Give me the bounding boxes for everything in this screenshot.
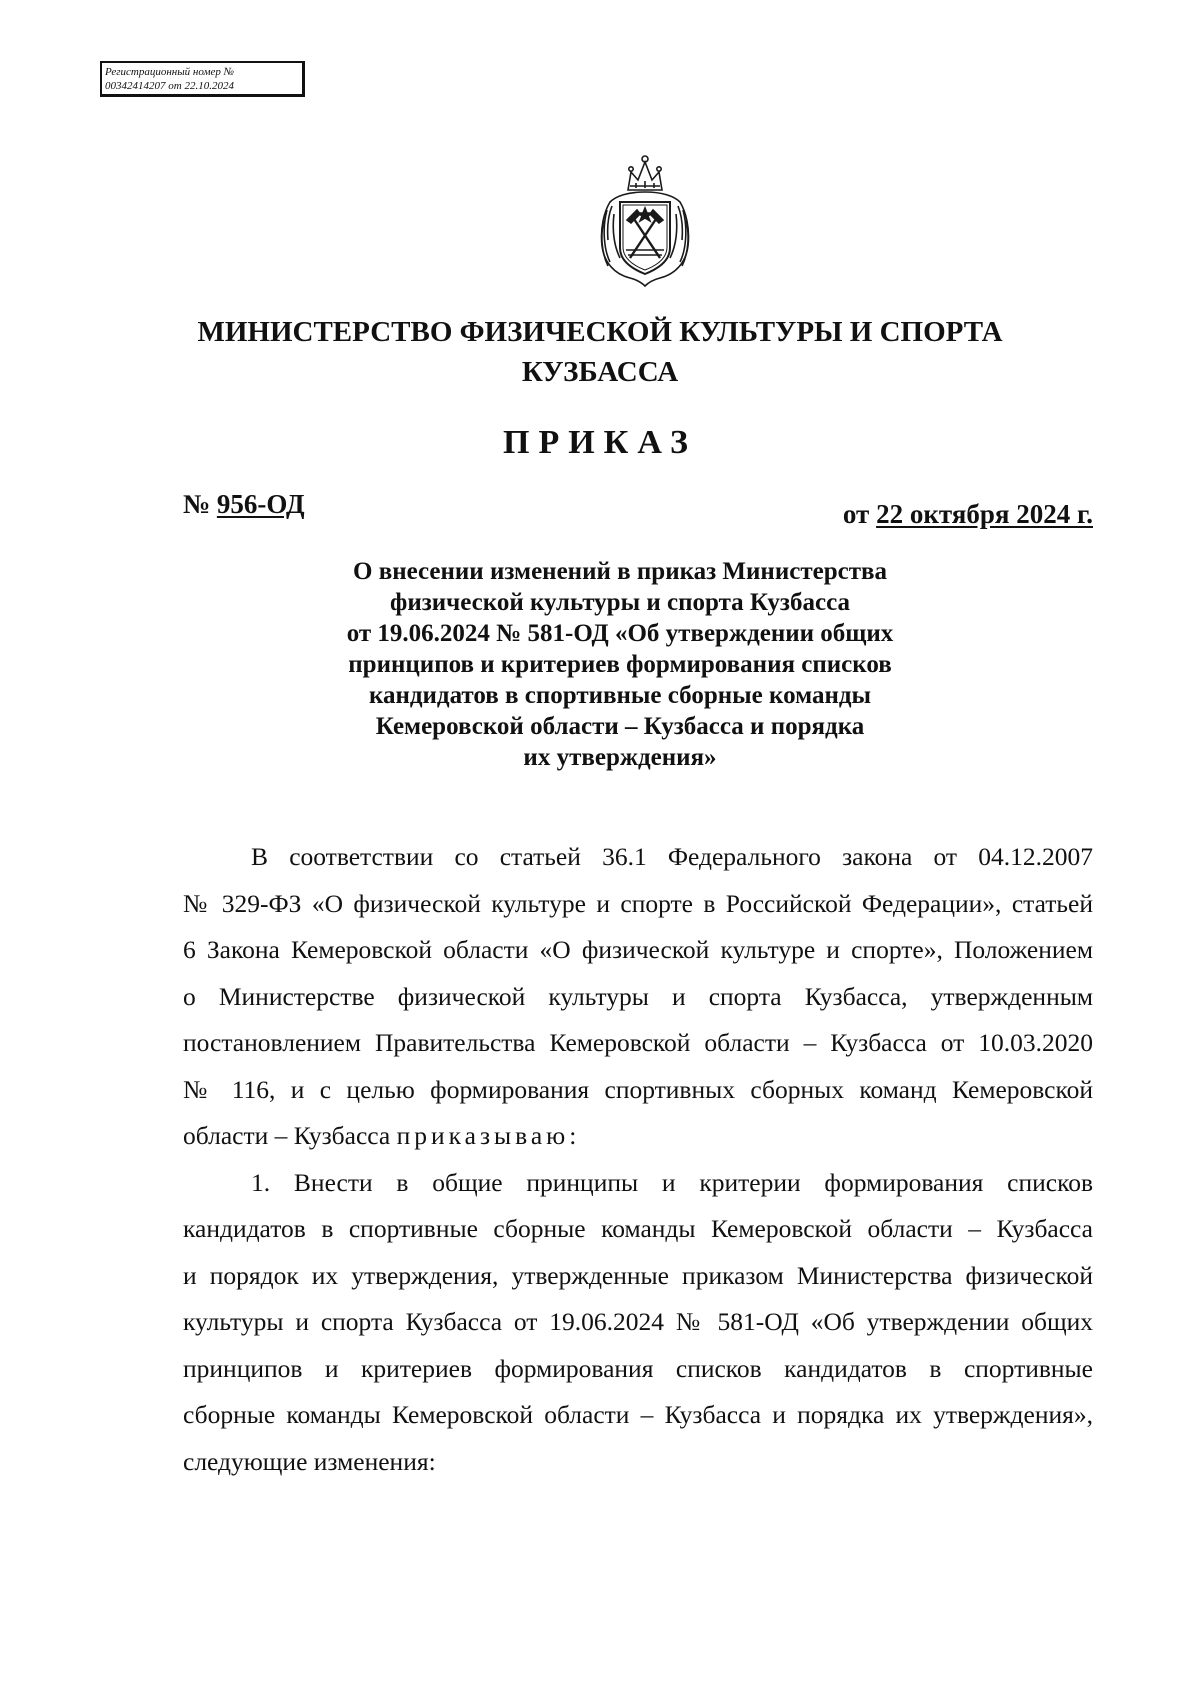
- body-line: культуры и спорта Кузбасса от 19.06.2024 № 581-ОД «Об утверждении общих: [183, 1307, 1093, 1336]
- order-body: [183, 834, 1093, 1485]
- body-text-fragment: области – Кузбасса: [183, 1121, 397, 1150]
- registration-line-2: 00342414207 от 22.10.2024: [105, 80, 234, 92]
- ministry-title-line-1: МИНИСТЕРСТВО ФИЗИЧЕСКОЙ КУЛЬТУРЫ И СПОРТА: [197, 316, 1003, 348]
- order-subject: [250, 556, 990, 773]
- body-line: принципов и критериев формирования списков кандидатов в спортивные: [183, 1353, 1093, 1383]
- body-line: сборные команды Кемеровской области – Кузбасса и порядка их утверждения»,: [183, 1400, 1093, 1429]
- order-subject-line: принципов и критериев формирования списков: [348, 651, 892, 678]
- order-heading: ПРИКАЗ: [503, 424, 697, 461]
- body-line: постановлением Правительства Кемеровской области – Кузбасса от 10.03.2020: [183, 1028, 1093, 1057]
- body-line: кандидатов в спортивные сборные команды Кемеровской области – Кузбасса: [183, 1214, 1093, 1243]
- order-subject-line: физической культуры и спорта Кузбасса: [390, 589, 850, 616]
- registration-line-1: Регистрационный номер №: [105, 66, 234, 78]
- order-command-word: приказываю: [396, 1121, 570, 1150]
- order-date-prefix: от: [842, 499, 877, 529]
- order-date-value: 22 октября 2024 г.: [876, 499, 1093, 529]
- body-line: и порядок их утверждения, утвержденные приказом Министерства физической: [183, 1260, 1093, 1290]
- order-subject-line: их утверждения»: [523, 744, 717, 771]
- order-date: [843, 497, 1093, 531]
- order-number: [183, 487, 305, 521]
- body-line: № 329-ФЗ «О физической культуре и спорте в Российской Федерации», статьей: [183, 888, 1093, 918]
- body-line: [183, 1113, 1093, 1160]
- order-number-value: 956-ОД: [216, 489, 305, 519]
- body-line: В соответствии со статьей 36.1 Федерального закона от 04.12.2007: [251, 842, 1093, 871]
- body-text-fragment: :: [569, 1121, 577, 1150]
- body-line: следующие изменения:: [183, 1446, 436, 1476]
- order-number-prefix: №: [183, 489, 217, 519]
- order-subject-line: Кемеровской области – Кузбасса и порядка: [375, 713, 865, 740]
- body-line: 1. Внести в общие принципы и критерии формирования списков: [251, 1167, 1093, 1197]
- ministry-title-line-2: КУЗБАССА: [521, 356, 679, 388]
- order-subject-line: от 19.06.2024 № 581-ОД «Об утверждении общих: [346, 620, 894, 647]
- order-subject-line: О внесении изменений в приказ Министерства: [353, 558, 887, 585]
- body-line: 6 Закона Кемеровской области «О физической культуре и спорте», Положением: [183, 935, 1093, 964]
- body-line: № 116, и с целью формирования спортивных сборных команд Кемеровской: [183, 1074, 1093, 1104]
- body-line: о Министерстве физической культуры и спорта Кузбасса, утвержденным: [183, 981, 1093, 1011]
- registration-stamp: [100, 61, 305, 97]
- kuzbass-coat-of-arms-icon: [590, 150, 700, 288]
- order-subject-line: кандидатов в спортивные сборные команды: [368, 682, 872, 709]
- ministry-title: [150, 312, 1050, 392]
